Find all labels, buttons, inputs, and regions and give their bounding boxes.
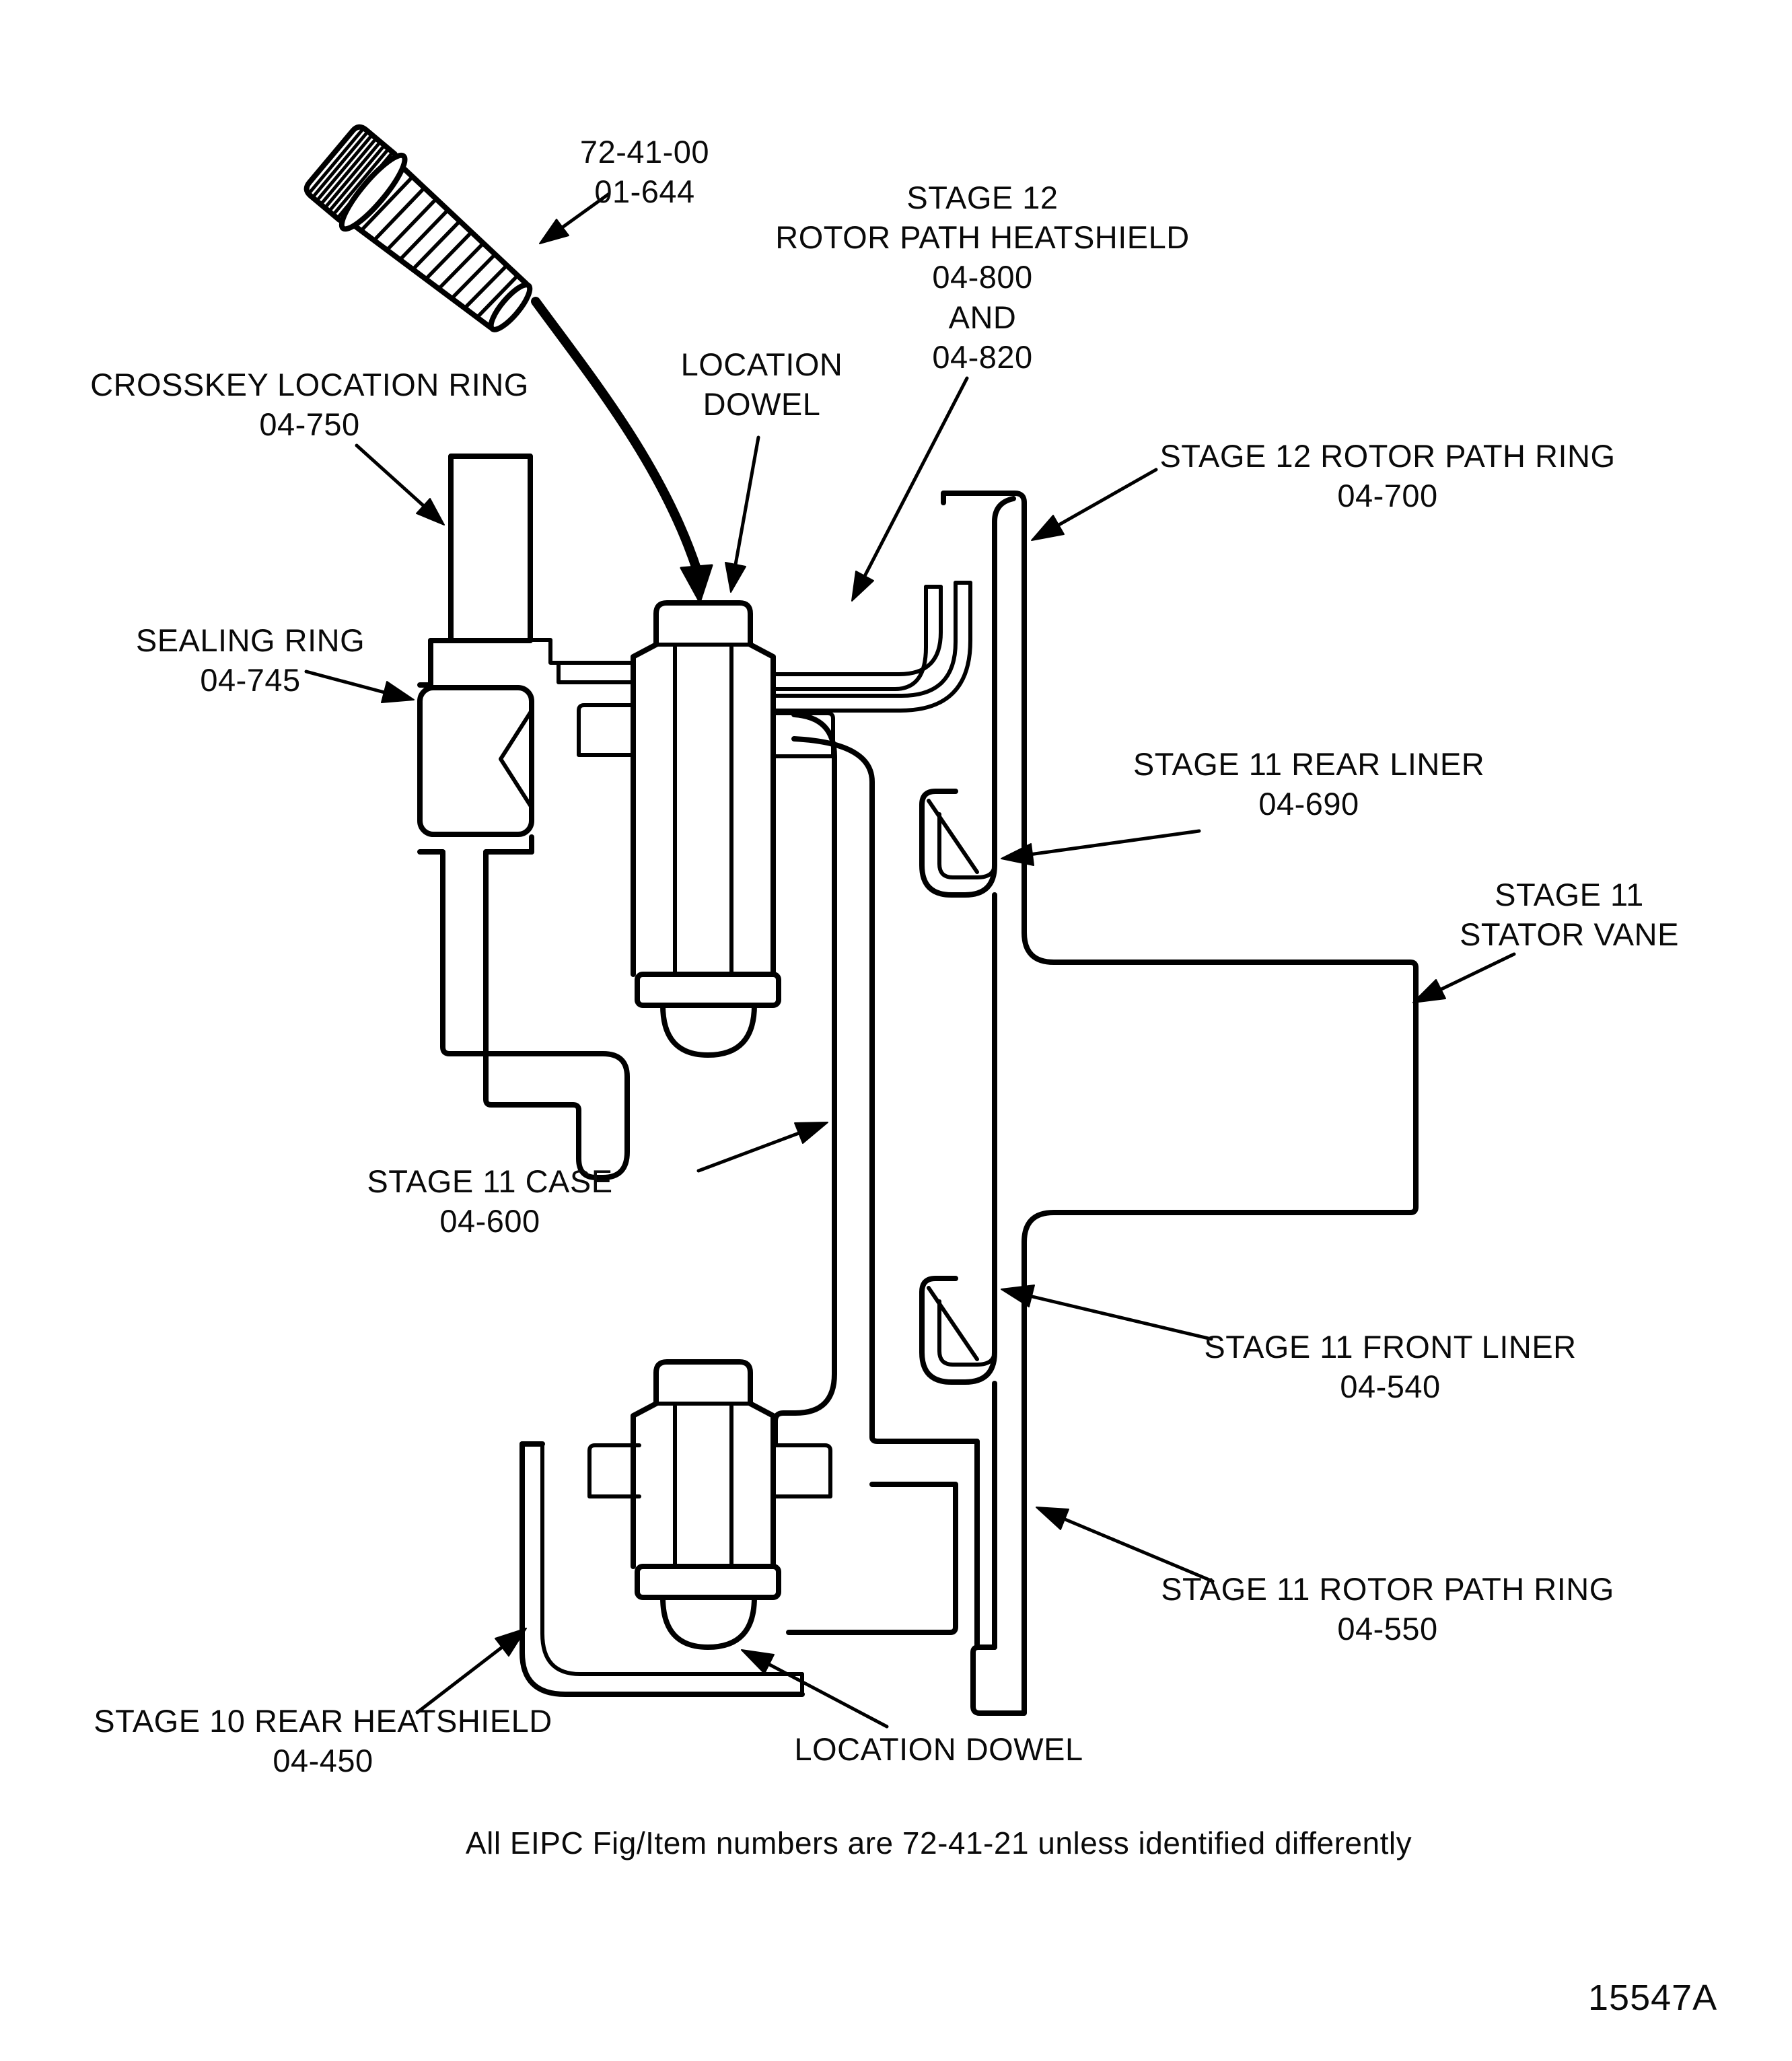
leader-stage12-heatshield (863, 378, 967, 579)
label-stage10-rear-heatshield (94, 1701, 552, 1780)
footnote: All EIPC Fig/Item numbers are 72-41-21 unless identified differently (465, 1825, 1412, 1860)
leader-stage11-case (698, 1132, 801, 1171)
label-line: 72-41-00 (579, 134, 710, 170)
stage11-stator-vane-section (1024, 933, 1416, 1242)
bolt-to-dowel-leader-curve (536, 301, 697, 571)
leader-stage11-front-liner (1030, 1296, 1211, 1339)
leader-stage12-ring (1056, 470, 1156, 526)
label-location-dowel-upper (681, 345, 843, 424)
upper-clamp-plates (530, 640, 833, 756)
label-line: 04-450 (273, 1743, 373, 1779)
label-line: 04-700 (1337, 478, 1438, 514)
label-line: 04-750 (259, 406, 360, 443)
label-line: SEALING RING (135, 622, 365, 658)
sealing-ring-section (420, 688, 532, 834)
label-line: AND (948, 299, 1017, 335)
label-line: ROTOR PATH HEATSHIELD (775, 219, 1190, 256)
label-stage11-rotor-path-ring (1161, 1569, 1614, 1649)
label-line: 04-800 (932, 259, 1033, 295)
leader-location-dowel-upper (736, 437, 758, 565)
label-location-dowel-lower (794, 1729, 1083, 1769)
label-crosskey-location-ring (90, 365, 529, 444)
label-line: STAGE 11 ROTOR PATH RING (1161, 1571, 1614, 1607)
label-line: LOCATION DOWEL (794, 1731, 1083, 1767)
stage12-rotor-path-ring-section (943, 493, 1024, 933)
figure-number: 15547A (1588, 1978, 1718, 2018)
location-dowel-upper-section (633, 603, 779, 1055)
bolt-shank (356, 170, 532, 334)
label-stage11-rear-liner (1133, 744, 1484, 824)
label-line: STAGE 11 FRONT LINER (1204, 1329, 1577, 1365)
label-stage11-front-liner (1204, 1327, 1576, 1406)
label-line: STAGE 11 (1495, 877, 1644, 912)
upper-dowel-dome (663, 1005, 754, 1055)
label-stage11-stator-vane (1460, 875, 1679, 954)
label-line: 04-600 (439, 1203, 540, 1239)
label-stage11-case (367, 1161, 612, 1241)
label-sealing-ring (136, 620, 365, 700)
label-fastener-ref (580, 132, 709, 211)
label-line: 04-745 (200, 662, 301, 698)
label-line: 01-644 (594, 174, 695, 210)
stage12-rotor-path-heatshield-section (773, 583, 970, 711)
label-line: STATOR VANE (1460, 916, 1679, 953)
crosskey-location-ring-section (420, 456, 627, 1178)
left-flange-foot (443, 853, 627, 1178)
bolt-to-dowel-arrowhead (681, 565, 712, 602)
leader-stage11-rear-liner (1030, 831, 1199, 855)
stage11-case-section (775, 715, 977, 1644)
label-line: 04-540 (1340, 1369, 1441, 1405)
label-line: 04-690 (1258, 786, 1359, 822)
leader-stator-vane (1439, 954, 1514, 990)
label-line: STAGE 12 (906, 180, 1059, 215)
label-line: CROSSKEY LOCATION RING (90, 367, 529, 402)
bolt-illustration (301, 120, 548, 349)
lower-dowel-dome (663, 1597, 754, 1647)
label-line: STAGE 12 ROTOR PATH RING (1159, 438, 1616, 474)
label-line: STAGE 11 REAR LINER (1133, 746, 1485, 782)
stage11-rear-liner-section (922, 782, 995, 895)
leader-crosskey-ring (357, 445, 425, 507)
label-line: STAGE 10 REAR HEATSHIELD (94, 1703, 552, 1739)
lower-clamp-plates (589, 1445, 830, 1496)
stage11-front-liner-section (922, 1269, 995, 1382)
location-dowel-lower-section (633, 1362, 779, 1647)
stage11-rotor-path-ring-section (973, 895, 1024, 1713)
label-line: DOWEL (703, 386, 821, 423)
bolt-tip (485, 280, 535, 334)
label-stage12-rotor-path-ring (1159, 436, 1615, 515)
label-line: LOCATION (680, 347, 843, 382)
label-line: 04-550 (1337, 1611, 1438, 1647)
label-line: STAGE 11 CASE (367, 1163, 613, 1199)
label-line: 04-820 (932, 338, 1033, 375)
